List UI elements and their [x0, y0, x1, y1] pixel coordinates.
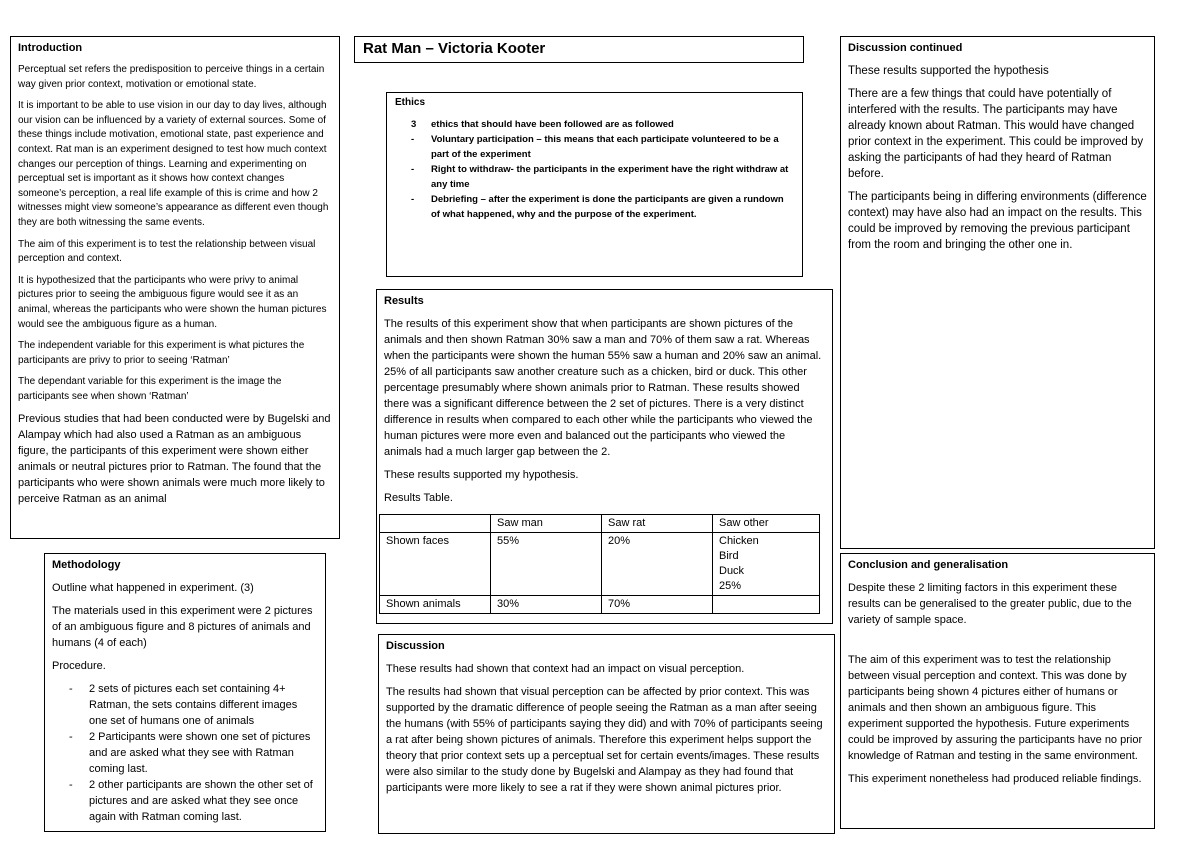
table-row: [380, 596, 820, 614]
table-header-cell: Saw rat: [602, 515, 713, 533]
methodology-paragraph: Outline what happened in experiment. (3): [52, 582, 254, 594]
results-paragraph: These results supported my hypothesis.: [384, 469, 579, 481]
introduction-heading: Introduction: [18, 42, 83, 54]
conclusion-paragraph: The aim of this experiment was to test the relationship between visual perception and context. This was done by participants being shown 4 pictures either of humans or animals and then shown an ambiguous figure. This experiment supported the hypothesis. Future experiments could be improved by assuring the participants have no prior knowledge of Ratman and testing in the same environment.: [848, 654, 1143, 762]
table-cell-other: [713, 596, 820, 614]
procedure-list: [52, 681, 318, 825]
table-cell-other: [713, 533, 820, 596]
table-cell: 20%: [602, 533, 713, 596]
discussion-continued-section: [840, 36, 1155, 549]
introduction-paragraph: The aim of this experiment is to test the relationship between visual perception and context.: [18, 238, 316, 265]
results-section: [376, 289, 833, 624]
discussion-continued-paragraph: There are a few things that could have potentially of interfered with the results. The participants may have already known about Ratman. This would have changed prior context in the experiment. This could be improved by asking the participants of had they heard of Ratman before.: [848, 88, 1144, 180]
conclusion-paragraph: Despite these 2 limiting factors in this experiment these results can be generalised to the greater public, due to the variety of sample space.: [848, 582, 1132, 626]
cell-line: 25%: [719, 580, 742, 592]
introduction-section: [10, 36, 340, 539]
ethics-item-text: Debriefing – after the experiment is done the participants are given a rundown of what happened, why and the purpose of the experiment.: [431, 194, 784, 220]
discussion-continued-paragraph: These results supported the hypothesis: [848, 65, 1049, 77]
methodology-paragraph: Procedure.: [52, 660, 106, 672]
table-header-cell: Saw man: [491, 515, 602, 533]
table-row-label: Shown faces: [380, 533, 491, 596]
methodology-heading: Methodology: [52, 559, 121, 571]
table-header-row: [380, 515, 820, 533]
introduction-paragraph: The independent variable for this experiment is what pictures the participants are privy to prior to seeing ‘Ratman’: [18, 340, 305, 366]
introduction-paragraph: It is hypothesized that the participants who were privy to animal pictures prior to seeing the ambiguous figure would see it as an animal, whereas the participants who were shown the human pictures would see the ambiguous figure as a human.: [18, 274, 327, 330]
table-row-label: Shown animals: [380, 596, 491, 614]
discussion-heading: Discussion: [386, 640, 445, 652]
ethics-item-text: ethics that should have been followed are as followed: [431, 119, 674, 130]
ethics-marker: 3: [411, 119, 417, 130]
table-header-cell: Saw other: [713, 515, 820, 533]
bullet-marker: -: [69, 683, 73, 695]
conclusion-heading: Conclusion and generalisation: [848, 559, 1009, 571]
results-table: [379, 514, 820, 614]
results-table-caption: Results Table.: [384, 492, 453, 504]
ethics-section: [386, 92, 803, 277]
cell-line: Bird: [719, 550, 739, 562]
poster-title-box: [354, 36, 804, 63]
discussion-paragraph: The results had shown that visual perception can be affected by prior context. This was supported by the dramatic difference of people seeing the Ratman as a man after seeing the humans (with 55% of participants saying they did) and with 70% of participants seeing a rat after being shown pictures of animals. Therefore this experiment helps support the theory that prior context sets up a perceptual set for certain events/images. These results were also similar to the study done by Bugelski and Alampay as they had found that participants were more likely to see a rat if they were shown animal pictures prior.: [386, 686, 823, 794]
results-paragraph: The results of this experiment show that when participants are shown pictures of the animals and then shown Ratman 30% saw a man and 70% of them saw a rat. Whereas when the participants were shown the human 55% saw a human and 20% saw an animal. 25% of all participants saw another creature such as a chicken, bird or duck. This other percentage presumably where shown animals prior to Ratman. These results showed there was a significant difference between the 2 set of pictures. There is a very distinct difference in results when compared to each other while the participants who viewed the human pictures were more even and balanced out the participants who viewed the animals had a much larger gap between the 2.: [384, 318, 822, 458]
discussion-section: [378, 634, 835, 834]
table-row: [380, 533, 820, 596]
conclusion-paragraph: This experiment nonetheless had produced reliable findings.: [848, 773, 1142, 785]
ethics-item: [395, 162, 794, 192]
discussion-continued-paragraph: The participants being in differing environments (difference context) may have also had an impact on the results. This could be improved by removing the previous participant from the room and bringing the other one in.: [848, 191, 1147, 251]
table-cell: 30%: [491, 596, 602, 614]
methodology-section: [44, 553, 326, 832]
introduction-paragraph: The dependant variable for this experiment is the image the participants see when shown ‘Ratman’: [18, 376, 282, 402]
bullet-marker: -: [69, 779, 73, 791]
ethics-item-text: Right to withdraw- the participants in the experiment have the right withdraw at any time: [431, 164, 789, 190]
ethics-item-text: Voluntary participation – this means that each participate volunteered to be a part of the experiment: [431, 134, 779, 160]
cell-line: Chicken: [719, 535, 759, 547]
discussion-paragraph: These results had shown that context had an impact on visual perception.: [386, 663, 745, 675]
discussion-continued-heading: Discussion continued: [848, 42, 963, 54]
poster-title: Rat Man – Victoria Kooter: [363, 40, 546, 57]
ethics-item: [395, 132, 794, 162]
procedure-step: [52, 681, 318, 729]
table-cell: 55%: [491, 533, 602, 596]
table-header-cell: [380, 515, 491, 533]
results-heading: Results: [384, 295, 424, 307]
introduction-previous-studies: Previous studies that had been conducted were by Bugelski and Alampay which had also used a Ratman as an ambiguous figure, the participants of this experiment were shown either animals or neutral pictures prior to Ratman. The found that the participants who were shown animals were much more likely to perceive Ratman as an animal: [18, 413, 331, 506]
procedure-step-text: 2 other participants are shown the other set of pictures and are asked what they see once again with Ratman coming last.: [89, 779, 313, 823]
table-cell: 70%: [602, 596, 713, 614]
ethics-heading: Ethics: [395, 97, 426, 108]
procedure-step: [52, 777, 318, 825]
ethics-marker: -: [411, 194, 415, 205]
procedure-step-text: 2 Participants were shown one set of pictures and are asked what they see with Ratman coming last.: [89, 731, 311, 775]
ethics-list: [395, 117, 794, 222]
bullet-marker: -: [69, 731, 73, 743]
ethics-item: [395, 192, 794, 222]
procedure-step-text: 2 sets of pictures each set containing 4+ Ratman, the sets contains different images one set of humans one of animals: [89, 683, 298, 727]
ethics-marker: -: [411, 164, 415, 175]
ethics-item: [395, 117, 794, 132]
conclusion-section: [840, 553, 1155, 829]
introduction-paragraph: It is important to be able to use vision in our day to day lives, although our vision can be influenced by a variety of external sources. Some of these things include motivation, emotional state, past experience and context. Rat man is an experiment designed to test how much context changes our perception of things. Learning and experimenting on perceptual set is important as it shows how context changes someone’s perception, a real life example of this is crime and how 2 witnesses might view someone’s appearance as different even though they are both witnessing the same events.: [18, 100, 329, 228]
cell-line: Duck: [719, 565, 745, 577]
methodology-paragraph: The materials used in this experiment were 2 pictures of an ambiguous figure and 8 pictures of animals and humans (4 of each): [52, 605, 313, 649]
introduction-paragraph: Perceptual set refers the predisposition to perceive things in a certain way given prior context, motivation or emotional state.: [18, 64, 325, 90]
ethics-marker: -: [411, 134, 415, 145]
procedure-step: [52, 729, 318, 777]
